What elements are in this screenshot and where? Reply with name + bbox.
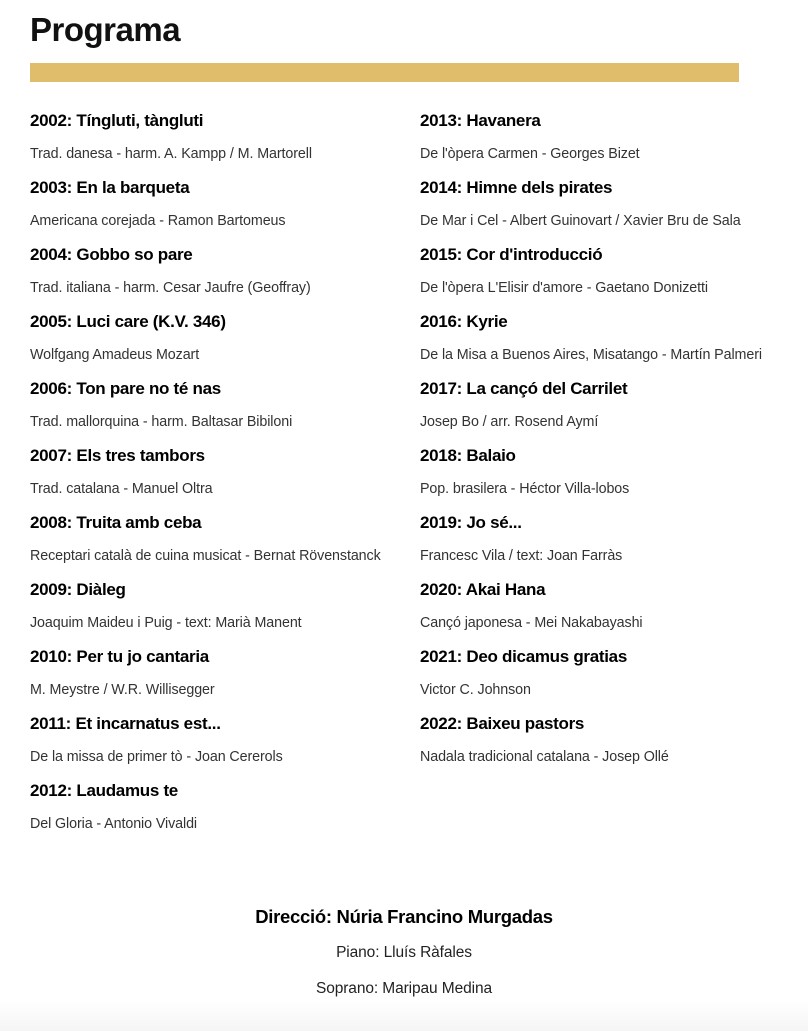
entry-detail: Americana corejada - Ramon Bartomeus bbox=[30, 213, 286, 229]
program-columns bbox=[30, 111, 798, 848]
entry-detail: Nadala tradicional catalana - Josep Ollé bbox=[420, 749, 669, 765]
entry-year-title: 2022: Baixeu pastors bbox=[420, 714, 585, 733]
program-entry bbox=[30, 379, 420, 431]
entry-year-title: 2016: Kyrie bbox=[420, 312, 508, 331]
entry-detail: Trad. mallorquina - harm. Baltasar Bibiloni bbox=[30, 414, 293, 430]
entry-detail: Receptari català de cuina musicat - Bernat Rövenstanck bbox=[30, 548, 381, 564]
entry-detail: M. Meystre / W.R. Willisegger bbox=[30, 682, 215, 698]
entry-year-title: 2011: Et incarnatus est... bbox=[30, 714, 221, 733]
entry-detail: Del Gloria - Antonio Vivaldi bbox=[30, 816, 197, 832]
program-entry bbox=[30, 446, 420, 498]
entry-detail: Wolfgang Amadeus Mozart bbox=[30, 347, 200, 363]
entry-detail: De l'òpera Carmen - Georges Bizet bbox=[420, 146, 640, 162]
entry-year-title: 2020: Akai Hana bbox=[420, 580, 546, 599]
entry-year-title: 2019: Jo sé... bbox=[420, 513, 522, 532]
entry-year-title: 2010: Per tu jo cantaria bbox=[30, 647, 209, 666]
entry-year-title: 2021: Deo dicamus gratias bbox=[420, 647, 627, 666]
entry-detail: Victor C. Johnson bbox=[420, 682, 531, 698]
entry-detail: Josep Bo / arr. Rosend Aymí bbox=[420, 414, 599, 430]
entry-year-title: 2006: Ton pare no té nas bbox=[30, 379, 221, 398]
program-entry bbox=[420, 111, 798, 163]
program-entry bbox=[420, 446, 798, 498]
program-entry bbox=[420, 379, 798, 431]
program-entry bbox=[420, 245, 798, 297]
program-column-left bbox=[30, 111, 420, 848]
program-entry bbox=[30, 312, 420, 364]
credit-direction: Direcció: Núria Francino Murgadas bbox=[255, 906, 553, 927]
program-entry bbox=[30, 580, 420, 632]
program-entry bbox=[420, 178, 798, 230]
program-page bbox=[0, 11, 808, 1031]
entry-year-title: 2017: La cançó del Carrilet bbox=[420, 379, 628, 398]
program-entry bbox=[30, 781, 420, 833]
program-entry bbox=[420, 580, 798, 632]
entry-year-title: 2014: Himne dels pirates bbox=[420, 178, 613, 197]
entry-detail: De Mar i Cel - Albert Guinovart / Xavier Bru de Sala bbox=[420, 213, 741, 229]
program-entry bbox=[30, 178, 420, 230]
credit-soprano: Soprano: Maripau Medina bbox=[315, 980, 493, 997]
entry-year-title: 2003: En la barqueta bbox=[30, 178, 190, 197]
entry-year-title: 2002: Tíngluti, tàngluti bbox=[30, 111, 204, 130]
entry-year-title: 2012: Laudamus te bbox=[30, 781, 178, 800]
program-entry bbox=[30, 111, 420, 163]
credits-block bbox=[0, 906, 808, 1015]
program-entry bbox=[30, 245, 420, 297]
program-entry bbox=[420, 513, 798, 565]
entry-year-title: 2013: Havanera bbox=[420, 111, 541, 130]
program-entry bbox=[30, 647, 420, 699]
entry-detail: Joaquim Maideu i Puig - text: Marià Manent bbox=[30, 615, 302, 631]
program-entry bbox=[420, 647, 798, 699]
page-title: Programa bbox=[30, 11, 181, 48]
program-entry bbox=[420, 714, 798, 766]
program-entry bbox=[420, 312, 798, 364]
entry-year-title: 2004: Gobbo so pare bbox=[30, 245, 193, 264]
entry-detail: De la missa de primer tò - Joan Cererols bbox=[30, 749, 283, 765]
entry-year-title: 2009: Diàleg bbox=[30, 580, 126, 599]
entry-detail: Francesc Vila / text: Joan Farràs bbox=[420, 548, 623, 564]
accent-bar bbox=[30, 63, 739, 82]
entry-detail: De l'òpera L'Elisir d'amore - Gaetano Donizetti bbox=[420, 280, 708, 296]
entry-detail: Trad. italiana - harm. Cesar Jaufre (Geoffray) bbox=[30, 280, 311, 296]
entry-year-title: 2008: Truita amb ceba bbox=[30, 513, 202, 532]
entry-detail: De la Misa a Buenos Aires, Misatango - Martín Palmeri bbox=[420, 347, 762, 363]
program-column-right bbox=[420, 111, 798, 848]
entry-year-title: 2018: Balaio bbox=[420, 446, 516, 465]
entry-detail: Trad. catalana - Manuel Oltra bbox=[30, 481, 213, 497]
entry-year-title: 2015: Cor d'introducció bbox=[420, 245, 603, 264]
entry-year-title: 2005: Luci care (K.V. 346) bbox=[30, 312, 226, 331]
entry-detail: Pop. brasilera - Héctor Villa-lobos bbox=[420, 481, 630, 497]
program-entry bbox=[30, 714, 420, 766]
entry-detail: Cançó japonesa - Mei Nakabayashi bbox=[420, 615, 643, 631]
credit-piano: Piano: Lluís Ràfales bbox=[336, 944, 472, 961]
entry-year-title: 2007: Els tres tambors bbox=[30, 446, 205, 465]
program-entry bbox=[30, 513, 420, 565]
entry-detail: Trad. danesa - harm. A. Kampp / M. Martorell bbox=[30, 146, 312, 162]
